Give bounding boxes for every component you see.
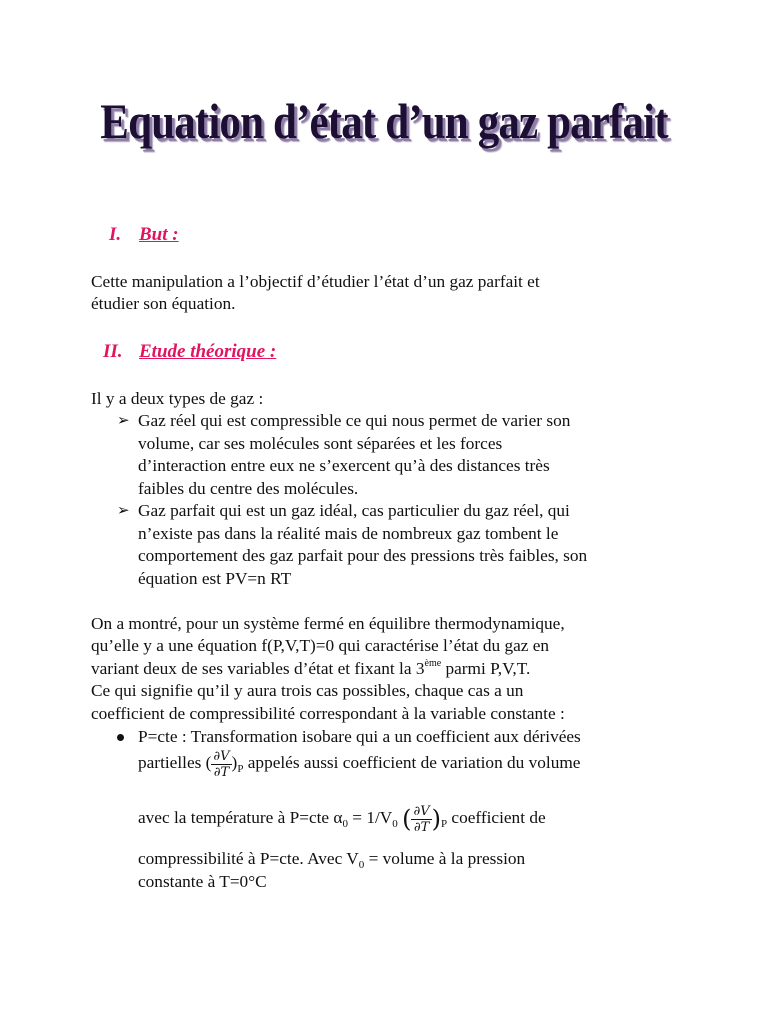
fraction-denominator: ∂T [213, 764, 230, 780]
page-title: Equation d’état d’un gaz parfait [100, 93, 668, 149]
fraction-denominator: ∂T [413, 819, 430, 835]
case-avec: avec la température à P=cte α [138, 808, 343, 827]
bullet-2-line-2: n’existe pas dans la réalité mais de nombreux gaz tombent le [138, 524, 559, 543]
close-paren: ) [231, 753, 238, 772]
bullet-2-line-4: équation est PV=n RT [138, 569, 292, 588]
bullet-2-line-1: Gaz parfait qui est un gaz idéal, cas particulier du gaz réel, qui [138, 501, 570, 520]
para-line-2: qu’elle y a une équation f(P,V,T)=0 qui caractérise l’état du gaz en [91, 636, 550, 655]
section-label: But : [139, 224, 179, 245]
para-line-4: Ce qui signifie qu’il y aura trois cas possibles, chaque cas a un [91, 681, 524, 700]
arrow-bullet-icon: ➢ [117, 503, 130, 519]
case-coef: coefficient de [447, 808, 546, 827]
section-number: I. [109, 224, 122, 245]
subscript-p: P [237, 763, 244, 775]
v-subscript: 0 [392, 818, 398, 830]
para-line-1: On a montré, pour un système fermé en équilibre thermodynamique, [91, 614, 565, 633]
close-paren-large: ) [431, 805, 441, 834]
section-heading-theorie [103, 341, 276, 363]
subscript-p: P [440, 818, 448, 830]
para-line-5: coefficient de compressibilité correspondant à la variable constante : [91, 704, 565, 723]
para-line-3 [91, 658, 530, 681]
bullet-2-line-3: comportement des gaz parfait pour des pressions très faibles, son [138, 546, 588, 565]
case-partielles: partielles ( [138, 753, 212, 772]
case-line-3 [138, 796, 546, 841]
case-line-1: P=cte : Transformation isobare qui a un coefficient aux dérivées [138, 727, 581, 746]
para-line-3-text: variant deux de ses variables d’état et fixant la 3 [91, 659, 425, 678]
case-eq: = 1/V [347, 808, 393, 827]
but-line-2: étudier son équation. [91, 294, 236, 313]
partial-derivative-fraction [211, 749, 231, 780]
case-appeles: appelés aussi coefficient de variation du volume [243, 753, 581, 772]
case-line-4 [138, 848, 525, 871]
case-compress: compressibilité à P=cte. Avec V [138, 849, 359, 868]
section-heading-but [109, 224, 179, 246]
partial-derivative-fraction [411, 804, 431, 835]
superscript-eme: ème [424, 658, 442, 669]
v0-subscript: 0 [358, 859, 365, 871]
case-line-2 [138, 748, 580, 780]
but-line-1: Cette manipulation a l’objectif d’étudier l’état d’un gaz parfait et [91, 272, 540, 291]
arrow-bullet-icon: ➢ [117, 413, 130, 429]
fraction-numerator: ∂V [413, 803, 430, 819]
case-line-5: constante à T=0°C [138, 872, 267, 891]
bullet-1-line-3: d’interaction entre eux ne s’exercent qu’à des distances très [138, 456, 550, 475]
fraction-numerator: ∂V [213, 748, 230, 764]
bullet-dot-icon [117, 734, 124, 741]
open-paren-large: ( [402, 805, 412, 834]
bullet-1-line-1: Gaz réel qui est compressible ce qui nous permet de varier son [138, 411, 571, 430]
para-line-3-end: parmi P,V,T. [441, 659, 531, 678]
bullet-1-line-4: faibles du centre des molécules. [138, 479, 359, 498]
case-volume: = volume à la pression [364, 849, 526, 868]
section-label: Etude théorique : [139, 341, 277, 362]
alpha-subscript: 0 [342, 818, 348, 830]
bullet-1-line-2: volume, car ses molécules sont séparées et les forces [138, 434, 503, 453]
section-number: II. [103, 341, 123, 362]
intro-text: Il y a deux types de gaz : [91, 389, 264, 408]
